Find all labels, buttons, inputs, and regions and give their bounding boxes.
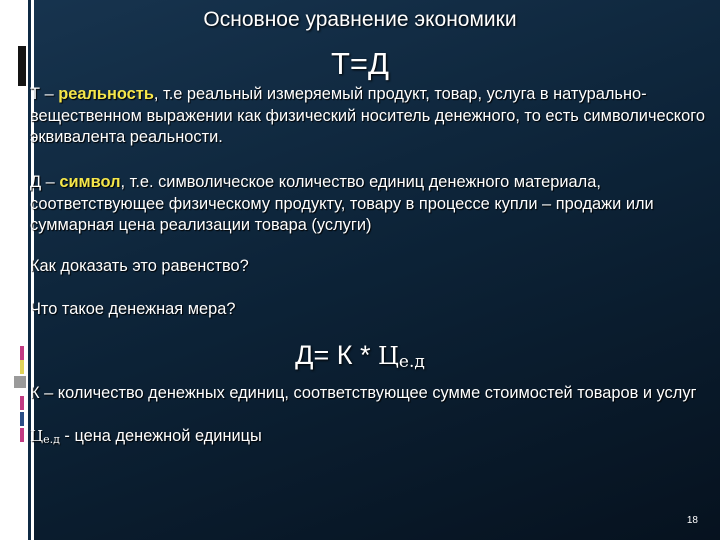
formula2-symbol: Ц [377,342,399,370]
decor-gray-square [14,376,26,388]
def-c-text: - цена денежной единицы [59,427,262,445]
decor-pink-mark [20,396,24,410]
definition-k: К – количество денежных единиц, соответствующее сумме стоимостей товаров и услуг [30,384,697,402]
def-c-symbol: Ц [30,427,44,445]
term-reality: реальность [58,85,154,103]
page-number: 18 [686,515,698,526]
formula2-left: Д= К * [295,340,378,370]
formula2-subscript: е.д [398,352,425,372]
paragraph-reality [30,84,710,149]
formula-money [0,340,720,372]
def-c-subscript: е.д [43,433,60,446]
decor-pink-mark [20,428,24,442]
main-formula: Т=Д [330,46,390,81]
para1-lead: Т – [30,85,59,103]
term-symbol: символ [59,173,121,191]
para2-lead: Д – [30,173,60,191]
para2-text: , т.е. символическое количество единиц денежного материала, соответствующее физическому продукту, товару в процессе купли – продажи или суммарная цена реализации товара (услуги) [30,173,654,234]
question-proof: Как доказать это равенство? [30,257,249,275]
definition-c [30,426,710,451]
paragraph-symbol [30,172,710,237]
question-measure: Что такое денежная мера? [30,300,236,318]
decor-blue-mark [20,412,24,426]
slide-title: Основное уравнение экономики [203,8,517,31]
para1-text: , т.е реальный измеряемый продукт, товар, услуга в натурально-вещественном выражении как физический носитель денежного, то есть символического эквивалента реальности. [30,85,706,146]
